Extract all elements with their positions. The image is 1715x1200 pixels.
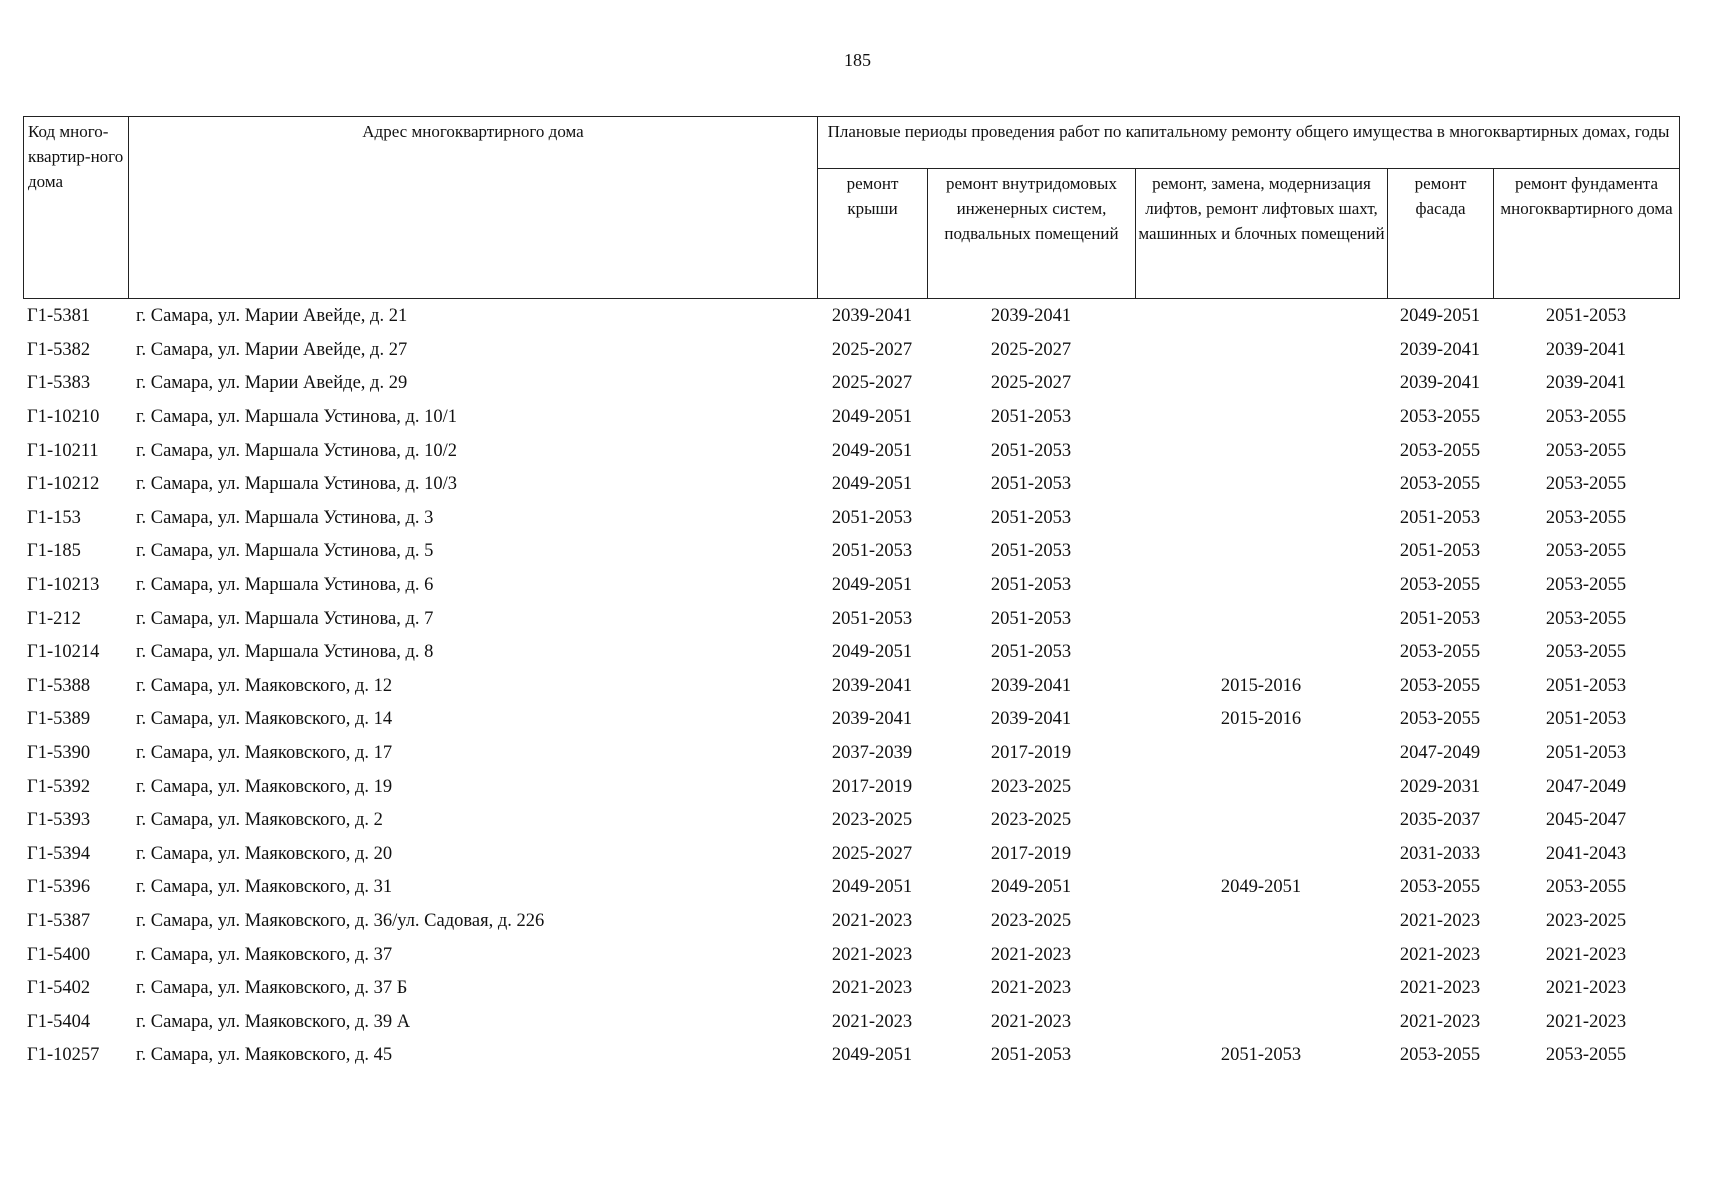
cell-address: г. Самара, ул. Марии Авейде, д. 21 <box>136 306 408 327</box>
cell-code: Г1-5389 <box>27 709 91 730</box>
cell-address: г. Самара, ул. Маяковского, д. 36/ул. Садовая, д. 226 <box>136 910 545 931</box>
cell-facade: 2021-2023 <box>1399 910 1481 931</box>
cell-foundation: 2053-2055 <box>1545 541 1627 562</box>
cell-foundation: 2051-2053 <box>1545 743 1627 764</box>
table-header <box>23 116 1680 299</box>
cell-facade: 2053-2055 <box>1399 575 1481 596</box>
cell-foundation: 2051-2053 <box>1545 675 1627 696</box>
cell-foundation: 2051-2053 <box>1545 709 1627 730</box>
cell-foundation: 2053-2055 <box>1545 507 1627 528</box>
cell-address: г. Самара, ул. Маяковского, д. 12 <box>136 675 393 696</box>
cell-code: Г1-5400 <box>27 944 91 965</box>
cell-foundation: 2047-2049 <box>1545 776 1627 797</box>
cell-address: г. Самара, ул. Маяковского, д. 39 А <box>136 1011 411 1032</box>
cell-elevators <box>1135 535 1387 569</box>
cell-foundation: 2041-2043 <box>1545 843 1627 864</box>
cell-address: г. Самара, ул. Маршала Устинова, д. 5 <box>136 541 434 562</box>
cell-code: Г1-10257 <box>27 1045 100 1066</box>
cell-elevators: 2015-2016 <box>1220 709 1302 730</box>
cell-address: г. Самара, ул. Маяковского, д. 20 <box>136 843 393 864</box>
cell-address: г. Самара, ул. Маяковского, д. 31 <box>136 877 393 898</box>
cell-facade: 2035-2037 <box>1399 810 1481 831</box>
cell-elevators <box>1135 334 1387 368</box>
cell-facade: 2053-2055 <box>1399 642 1481 663</box>
cell-foundation: 2053-2055 <box>1545 1045 1627 1066</box>
cell-elevators: 2051-2053 <box>1220 1045 1302 1066</box>
cell-address: г. Самара, ул. Маяковского, д. 37 Б <box>136 978 408 999</box>
cell-elevators <box>1135 468 1387 502</box>
cell-foundation: 2053-2055 <box>1545 440 1627 461</box>
cell-elevators <box>1135 838 1387 872</box>
cell-roof: 2049-2051 <box>831 440 913 461</box>
header-systems: ремонт внутридомовых инженерных систем, подвальных помещений <box>928 169 1136 299</box>
cell-foundation: 2021-2023 <box>1545 944 1627 965</box>
cell-code: Г1-5393 <box>27 810 91 831</box>
cell-foundation: 2023-2025 <box>1545 910 1627 931</box>
cell-elevators <box>1135 938 1387 972</box>
cell-roof: 2037-2039 <box>831 743 913 764</box>
table-row <box>23 1005 1679 1039</box>
cell-address: г. Самара, ул. Маяковского, д. 2 <box>136 810 383 831</box>
page-number: 185 <box>844 50 871 70</box>
cell-facade: 2053-2055 <box>1399 877 1481 898</box>
cell-roof: 2021-2023 <box>831 1011 913 1032</box>
cell-roof: 2025-2027 <box>831 339 913 360</box>
cell-systems: 2023-2025 <box>990 910 1072 931</box>
cell-roof: 2025-2027 <box>831 843 913 864</box>
cell-facade: 2031-2033 <box>1399 843 1481 864</box>
cell-foundation: 2045-2047 <box>1545 810 1627 831</box>
cell-foundation: 2039-2041 <box>1545 339 1627 360</box>
cell-code: Г1-153 <box>27 507 81 528</box>
cell-roof: 2039-2041 <box>831 709 913 730</box>
cell-code: Г1-5382 <box>27 339 91 360</box>
cell-roof: 2049-2051 <box>831 474 913 495</box>
cell-foundation: 2053-2055 <box>1545 642 1627 663</box>
table-row <box>23 502 1679 536</box>
cell-address: г. Самара, ул. Маршала Устинова, д. 8 <box>136 642 434 663</box>
cell-code: Г1-10213 <box>27 575 100 596</box>
cell-facade: 2021-2023 <box>1399 978 1481 999</box>
table-row <box>23 938 1679 972</box>
cell-systems: 2021-2023 <box>990 978 1072 999</box>
cell-address: г. Самара, ул. Маршала Устинова, д. 10/1 <box>136 407 458 428</box>
header-foundation: ремонт фундамента многоквартирного дома <box>1494 169 1680 299</box>
table-row <box>23 737 1679 771</box>
cell-roof: 2049-2051 <box>831 575 913 596</box>
cell-elevators <box>1135 1005 1387 1039</box>
cell-systems: 2021-2023 <box>990 1011 1072 1032</box>
cell-roof: 2021-2023 <box>831 944 913 965</box>
cell-roof: 2051-2053 <box>831 541 913 562</box>
cell-systems: 2051-2053 <box>990 474 1072 495</box>
cell-address: г. Самара, ул. Маяковского, д. 37 <box>136 944 393 965</box>
cell-address: г. Самара, ул. Маяковского, д. 14 <box>136 709 393 730</box>
cell-elevators <box>1135 602 1387 636</box>
cell-code: Г1-10212 <box>27 474 100 495</box>
table-row <box>23 703 1679 737</box>
cell-code: Г1-5383 <box>27 373 91 394</box>
table-row <box>23 401 1679 435</box>
cell-code: Г1-185 <box>27 541 81 562</box>
cell-systems: 2017-2019 <box>990 743 1072 764</box>
cell-elevators <box>1135 569 1387 603</box>
table-row <box>23 838 1679 872</box>
cell-address: г. Самара, ул. Марии Авейде, д. 29 <box>136 373 408 394</box>
cell-code: Г1-10214 <box>27 642 100 663</box>
cell-facade: 2053-2055 <box>1399 675 1481 696</box>
cell-systems: 2051-2053 <box>990 1045 1072 1066</box>
cell-systems: 2017-2019 <box>990 843 1072 864</box>
cell-code: Г1-5396 <box>27 877 91 898</box>
cell-code: Г1-10211 <box>27 440 99 461</box>
cell-elevators <box>1135 401 1387 435</box>
cell-facade: 2051-2053 <box>1399 541 1481 562</box>
header-facade: ремонт фасада <box>1388 169 1494 299</box>
header-address: Адрес многоквартирного дома <box>129 117 818 299</box>
cell-facade: 2053-2055 <box>1399 1045 1481 1066</box>
table-row <box>23 535 1679 569</box>
cell-foundation: 2021-2023 <box>1545 978 1627 999</box>
cell-systems: 2051-2053 <box>990 575 1072 596</box>
cell-systems: 2051-2053 <box>990 642 1072 663</box>
cell-address: г. Самара, ул. Маяковского, д. 45 <box>136 1045 393 1066</box>
cell-roof: 2049-2051 <box>831 642 913 663</box>
cell-code: Г1-10210 <box>27 407 100 428</box>
table-row <box>23 770 1679 804</box>
header-periods-group: Плановые периоды проведения работ по капитальному ремонту общего имущества в многоквартирных домах, годы <box>818 117 1680 169</box>
table-row <box>23 905 1679 939</box>
cell-foundation: 2051-2053 <box>1545 306 1627 327</box>
cell-systems: 2051-2053 <box>990 440 1072 461</box>
header-code: Код много-квартир-ного дома <box>24 117 129 299</box>
cell-systems: 2039-2041 <box>990 709 1072 730</box>
cell-foundation: 2039-2041 <box>1545 373 1627 394</box>
cell-facade: 2047-2049 <box>1399 743 1481 764</box>
cell-address: г. Самара, ул. Маршала Устинова, д. 6 <box>136 575 434 596</box>
table-row <box>23 602 1679 636</box>
cell-roof: 2051-2053 <box>831 507 913 528</box>
cell-code: Г1-5387 <box>27 910 91 931</box>
header-elevators: ремонт, замена, модернизация лифтов, ремонт лифтовых шахт, машинных и блочных помещений <box>1136 169 1388 299</box>
table-row <box>23 468 1679 502</box>
cell-elevators <box>1135 502 1387 536</box>
cell-roof: 2021-2023 <box>831 978 913 999</box>
cell-systems: 2049-2051 <box>990 877 1072 898</box>
cell-code: Г1-5390 <box>27 743 91 764</box>
table-row <box>23 972 1679 1006</box>
cell-systems: 2025-2027 <box>990 373 1072 394</box>
cell-facade: 2053-2055 <box>1399 474 1481 495</box>
cell-elevators <box>1135 300 1387 334</box>
cell-systems: 2039-2041 <box>990 675 1072 696</box>
cell-facade: 2051-2053 <box>1399 507 1481 528</box>
cell-foundation: 2053-2055 <box>1545 407 1627 428</box>
cell-roof: 2039-2041 <box>831 675 913 696</box>
cell-facade: 2039-2041 <box>1399 373 1481 394</box>
cell-systems: 2051-2053 <box>990 608 1072 629</box>
cell-systems: 2051-2053 <box>990 407 1072 428</box>
table-row <box>23 334 1679 368</box>
table-row <box>23 871 1679 905</box>
cell-code: Г1-212 <box>27 608 81 629</box>
cell-elevators <box>1135 804 1387 838</box>
cell-systems: 2023-2025 <box>990 776 1072 797</box>
cell-code: Г1-5404 <box>27 1011 91 1032</box>
data-table <box>23 300 1679 1073</box>
cell-facade: 2053-2055 <box>1399 407 1481 428</box>
cell-code: Г1-5394 <box>27 843 91 864</box>
cell-facade: 2053-2055 <box>1399 709 1481 730</box>
table-row <box>23 367 1679 401</box>
table-row <box>23 300 1679 334</box>
cell-elevators <box>1135 737 1387 771</box>
cell-facade: 2021-2023 <box>1399 1011 1481 1032</box>
cell-elevators: 2049-2051 <box>1220 877 1302 898</box>
cell-code: Г1-5402 <box>27 978 91 999</box>
cell-roof: 2051-2053 <box>831 608 913 629</box>
cell-address: г. Самара, ул. Маршала Устинова, д. 3 <box>136 507 434 528</box>
cell-code: Г1-5388 <box>27 675 91 696</box>
cell-address: г. Самара, ул. Маяковского, д. 17 <box>136 743 393 764</box>
cell-elevators <box>1135 636 1387 670</box>
cell-facade: 2051-2053 <box>1399 608 1481 629</box>
cell-systems: 2051-2053 <box>990 507 1072 528</box>
header-roof: ремонт крыши <box>818 169 928 299</box>
cell-code: Г1-5381 <box>27 306 91 327</box>
cell-foundation: 2053-2055 <box>1545 575 1627 596</box>
cell-facade: 2021-2023 <box>1399 944 1481 965</box>
cell-systems: 2051-2053 <box>990 541 1072 562</box>
cell-facade: 2053-2055 <box>1399 440 1481 461</box>
cell-facade: 2049-2051 <box>1399 306 1481 327</box>
table-row <box>23 804 1679 838</box>
cell-elevators: 2015-2016 <box>1220 675 1302 696</box>
cell-systems: 2021-2023 <box>990 944 1072 965</box>
cell-systems: 2039-2041 <box>990 306 1072 327</box>
cell-address: г. Самара, ул. Маршала Устинова, д. 10/2 <box>136 440 458 461</box>
cell-roof: 2049-2051 <box>831 877 913 898</box>
cell-roof: 2021-2023 <box>831 910 913 931</box>
cell-code: Г1-5392 <box>27 776 91 797</box>
cell-roof: 2049-2051 <box>831 407 913 428</box>
cell-address: г. Самара, ул. Маршала Устинова, д. 7 <box>136 608 434 629</box>
cell-roof: 2039-2041 <box>831 306 913 327</box>
cell-systems: 2025-2027 <box>990 339 1072 360</box>
table-row <box>23 636 1679 670</box>
cell-address: г. Самара, ул. Марии Авейде, д. 27 <box>136 339 408 360</box>
cell-elevators <box>1135 434 1387 468</box>
table-row <box>23 569 1679 603</box>
cell-elevators <box>1135 972 1387 1006</box>
cell-foundation: 2021-2023 <box>1545 1011 1627 1032</box>
cell-facade: 2029-2031 <box>1399 776 1481 797</box>
table-row <box>23 434 1679 468</box>
cell-address: г. Самара, ул. Маршала Устинова, д. 10/3 <box>136 474 458 495</box>
cell-systems: 2023-2025 <box>990 810 1072 831</box>
table-row <box>23 1039 1679 1073</box>
cell-foundation: 2053-2055 <box>1545 608 1627 629</box>
cell-roof: 2049-2051 <box>831 1045 913 1066</box>
cell-elevators <box>1135 905 1387 939</box>
cell-foundation: 2053-2055 <box>1545 877 1627 898</box>
cell-address: г. Самара, ул. Маяковского, д. 19 <box>136 776 393 797</box>
cell-facade: 2039-2041 <box>1399 339 1481 360</box>
cell-roof: 2023-2025 <box>831 810 913 831</box>
cell-roof: 2025-2027 <box>831 373 913 394</box>
table-row <box>23 670 1679 704</box>
cell-elevators <box>1135 367 1387 401</box>
cell-foundation: 2053-2055 <box>1545 474 1627 495</box>
cell-roof: 2017-2019 <box>831 776 913 797</box>
cell-elevators <box>1135 770 1387 804</box>
